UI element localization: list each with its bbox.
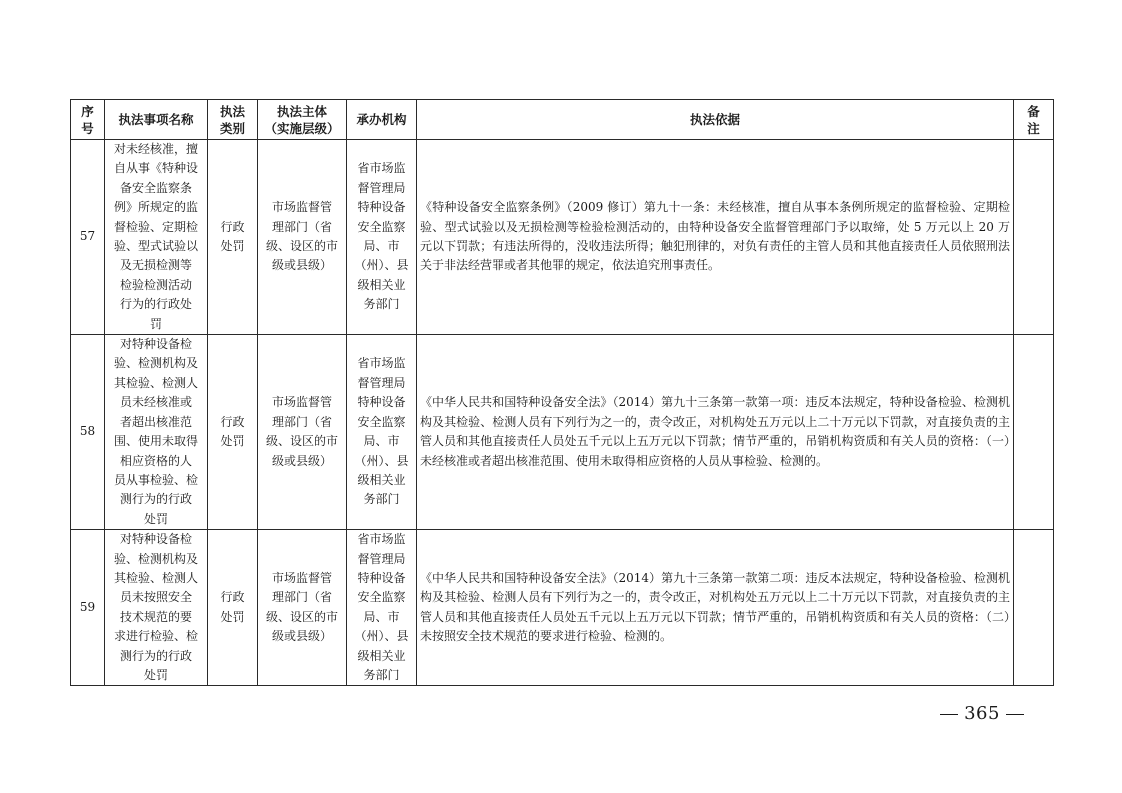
- row-basis: 《中华人民共和国特种设备安全法》（2014）第九十三条第一款第二项：违反本法规定，特种设备检验、检测机构及其检验、检测人员有下列行为之一的，责令改正，对机构处五万元以上二十万元以下罚款，对直接负责的主管人员和其他直接责任人员处五千元以上五万元以下罚款；情节严重的，吊销机构资质和有关人员的资格：（二）未按照安全技术规范的要求进行检验、检测的。: [417, 530, 1014, 686]
- row-item-name: 对未经核准，擅 自从事《特种设 备安全监察条 例》所规定的监 督检验、定期检 验、型式试验以 及无损检测等 检验检测活动 行为的行政处 罚: [105, 140, 208, 335]
- row-subject: 市场监督管 理部门（省 级、设区的市 级或县级）: [258, 140, 347, 335]
- row-remarks: [1014, 140, 1054, 335]
- header-seq: 序 号: [71, 100, 105, 140]
- header-remarks: 备 注: [1014, 100, 1054, 140]
- row-seq: 58: [71, 335, 105, 530]
- row-item-name: 对特种设备检 验、检测机构及 其检验、检测人 员未按照安全 技术规范的要 求进行检验、检 测行为的行政 处罚: [105, 530, 208, 686]
- table-header-row: [71, 100, 1054, 140]
- row-item-name: 对特种设备检 验、检测机构及 其检验、检测人 员未经核准或 者超出核准范 围、使用未取得 相应资格的人 员从事检验、检 测行为的行政 处罚: [105, 335, 208, 530]
- page-number-dash-left: [940, 714, 958, 715]
- enforcement-items-table: [70, 99, 1054, 686]
- row-category: 行政 处罚: [208, 140, 258, 335]
- table-row: [71, 530, 1054, 686]
- row-subject: 市场监督管 理部门（省 级、设区的市 级或县级）: [258, 530, 347, 686]
- row-category: 行政 处罚: [208, 530, 258, 686]
- row-seq: 59: [71, 530, 105, 686]
- table-row: [71, 140, 1054, 335]
- header-item-name: 执法事项名称: [105, 100, 208, 140]
- page-number-dash-right: [1006, 714, 1024, 715]
- page-number: [932, 703, 1032, 724]
- row-seq: 57: [71, 140, 105, 335]
- row-basis: 《中华人民共和国特种设备安全法》（2014）第九十三条第一款第一项：违反本法规定，特种设备检验、检测机构及其检验、检测人员有下列行为之一的，责令改正，对机构处五万元以上二十万元以下罚款，对直接负责的主管人员和其他直接责任人员处五千元以上五万元以下罚款；情节严重的，吊销机构资质和有关人员的资格：（一）未经核准或者超出核准范围、使用未取得相应资格的人员从事检验、检测的。: [417, 335, 1014, 530]
- header-basis: 执法依据: [417, 100, 1014, 140]
- header-subject: 执法主体 （实施层级）: [258, 100, 347, 140]
- row-remarks: [1014, 335, 1054, 530]
- header-category: 执法 类别: [208, 100, 258, 140]
- page-number-value: 365: [964, 703, 1000, 724]
- row-subject: 市场监督管 理部门（省 级、设区的市 级或县级）: [258, 335, 347, 530]
- row-agency: 省市场监 督管理局 特种设备 安全监察 局、市 （州）、县 级相关业 务部门: [347, 530, 417, 686]
- table-row: [71, 335, 1054, 530]
- row-remarks: [1014, 530, 1054, 686]
- row-agency: 省市场监 督管理局 特种设备 安全监察 局、市 （州）、县 级相关业 务部门: [347, 335, 417, 530]
- row-basis: 《特种设备安全监察条例》（2009 修订）第九十一条：未经核准，擅自从事本条例所规定的监督检验、定期检验、型式试验以及无损检测等检验检测活动的，由特种设备安全监督管理部门予以取缔，处 5 万元以上 20 万元以下罚款；有违法所得的，没收违法所得；触犯刑律的，对负有责任的主管人员和其他直接责任人员依照刑法关于非法经营罪或者其他罪的规定，依法追究刑事责任。: [417, 140, 1014, 335]
- header-agency: 承办机构: [347, 100, 417, 140]
- row-agency: 省市场监 督管理局 特种设备 安全监察 局、市 （州）、县 级相关业 务部门: [347, 140, 417, 335]
- row-category: 行政 处罚: [208, 335, 258, 530]
